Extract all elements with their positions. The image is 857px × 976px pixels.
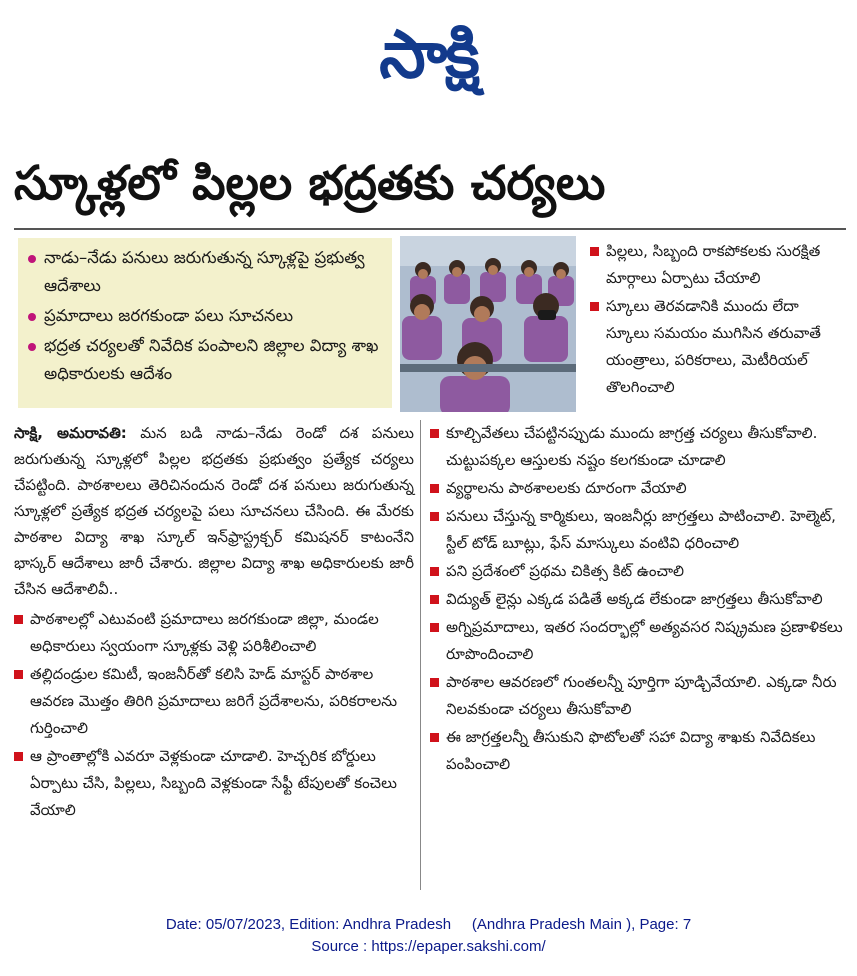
list-item: [14, 743, 414, 824]
list-item-text: ఈ జాగ్రత్తలన్నీ తీసుకుని ఫొటోలతో సహా విద్యా శాఖకు నివేదికలు పంపించాలి: [446, 728, 816, 773]
bullet-dot-icon: [28, 343, 36, 351]
bullet-dot-icon: [28, 313, 36, 321]
bullet-square-icon: [430, 595, 439, 604]
list-item: [430, 558, 846, 585]
highlights-box: [18, 238, 392, 408]
list-item-text: ఆ ప్రాంతాల్లోకి ఎవరూ వెళ్లకుండా చూడాలి. హెచ్చరిక బోర్డులు ఏర్పాటు చేసి, పిల్లలు, సిబ్బంది వెళ్లకుండా సేఫ్టీ టేపులతో కంచెలు వేయాలి: [30, 747, 397, 819]
bullet-square-icon: [430, 512, 439, 521]
list-item-text: స్కూలు తెరవడానికి ముందు లేదా స్కూలు సమయం ముగిసిన తరువాతే యంత్రాలు, పరికరాలు, మెటీరియల్ తొలగించాలి: [606, 297, 821, 396]
article-headline: స్కూళ్లలో పిల్లల భద్రతకు చర్యలు: [14, 156, 606, 211]
list-item-text: పాఠశాలల్లో ఎటువంటి ప్రమాదాలు జరగకుండా జిల్లా, మండల అధికారులు స్వయంగా స్కూళ్లకు వెళ్లి పరిశీలించాలి: [30, 610, 379, 655]
list-item-text: పనులు చేస్తున్న కార్మికులు, ఇంజనీర్లు జాగ్రత్తలు పాటించాలి. హెల్మెట్, స్టీల్ టోడ్ బూట్లు, ఫేస్ మాస్కులు వంటివి ధరించాలి: [446, 507, 836, 552]
highlight-item: [26, 244, 384, 300]
list-item: [14, 661, 414, 742]
newspaper-masthead: సాక్షి: [379, 16, 478, 93]
list-item: [14, 606, 414, 660]
list-item: [430, 586, 846, 613]
list-item: [430, 669, 846, 723]
highlight-text: భద్రత చర్యలతో నివేదిక పంపాలని జిల్లాల విద్యా శాఖ అధికారులకు ఆదేశం: [44, 336, 379, 383]
side-column: [590, 238, 846, 402]
headline-divider: [14, 228, 846, 230]
classroom-photo: [400, 236, 576, 412]
bullet-square-icon: [430, 429, 439, 438]
list-item-text: పిల్లలు, సిబ్బంది రాకపోకలకు సురక్షిత మార్గాలు ఏర్పాటు చేయాలి: [606, 242, 821, 287]
list-item: [430, 420, 846, 474]
bullet-square-icon: [590, 247, 599, 256]
classroom-photo-image: [400, 236, 576, 412]
dateline: సాక్షి, అమరావతి:: [14, 424, 127, 442]
bullet-square-icon: [430, 733, 439, 742]
bullet-square-icon: [430, 567, 439, 576]
highlight-text: ప్రమాదాలు జరగకుండా పలు సూచనలు: [44, 306, 294, 325]
right-column: [430, 420, 846, 779]
list-item: [430, 475, 846, 502]
highlight-item: [26, 332, 384, 388]
bullet-square-icon: [430, 484, 439, 493]
highlight-item: [26, 302, 384, 330]
footer-source-line: Source : https://epaper.sakshi.com/: [311, 938, 546, 955]
list-item-text: అగ్నిప్రమాదాలు, ఇతర సందర్భాల్లో అత్యవసర నిష్క్రమణ ప్రణాళికలు రూపొందించాలి: [446, 618, 843, 663]
column-divider: [420, 420, 421, 890]
list-item: [590, 238, 846, 292]
list-item-text: పని ప్రదేశంలో ప్రథమ చికిత్స కిట్ ఉంచాలి: [446, 562, 684, 580]
list-item: [430, 503, 846, 557]
bullet-square-icon: [590, 302, 599, 311]
left-column: [14, 420, 414, 825]
footer-date-line: Date: 05/07/2023, Edition: Andhra Pradesh (Andhra Pradesh Main ), Page: 7: [165, 916, 692, 933]
list-item-text: విద్యుత్ లైన్లు ఎక్కడ పడితే అక్కడ లేకుండా జాగ్రత్తలు తీసుకోవాలి: [446, 590, 823, 608]
bullet-square-icon: [430, 623, 439, 632]
highlight-text: నాడు–నేడు పనులు జరుగుతున్న స్కూళ్లపై ప్రభుత్వ ఆదేశాలు: [44, 248, 365, 295]
article-body: [14, 420, 414, 602]
list-item: [430, 724, 846, 778]
article-body-text: మన బడి నాడు–నేడు రెండో దశ పనులు జరుగుతున్న స్కూళ్లలో పిల్లల భద్రతకు ప్రభుత్వం ప్రత్యేక చర్యలు చేపట్టింది. పాఠశాలలు తెరిచినందున రెండో దశ పనులు జరుగుతున్న స్కూళ్లలో ప్రత్యేక భద్రత చర్యలపై పలు సూచనలు చేసింది. ఈ మేరకు పాఠశాల విద్యా శాఖ స్కూల్ ఇన్‌ఫ్రాస్ట్రక్చర్ కమిషనర్ కాటంనేని భాస్కర్ ఆదేశాలు జారీ చేశారు. జిల్లాల విద్యా శాఖ అధికారులకు జారీ చేసిన ఆదేశాలివీ..: [14, 424, 414, 598]
list-item-text: పాఠశాల ఆవరణలో గుంతలన్నీ పూర్తిగా పూడ్చివేయాలి. ఎక్కడా నీరు నిలవకుండా చర్యలు తీసుకోవాలి: [446, 673, 837, 718]
list-item-text: తల్లిదండ్రుల కమిటీ, ఇంజనీర్‌తో కలిసి హెడ్ మాస్టర్ పాఠశాల ఆవరణ మొత్తం తిరిగి ప్రమాదాలు జరిగే ప్రదేశాలను, పరికరాలను గుర్తించాలి: [30, 665, 398, 737]
bullet-square-icon: [14, 615, 23, 624]
list-item-text: వ్యర్థాలను పాఠశాలలకు దూరంగా వేయాలి: [446, 479, 687, 497]
bullet-square-icon: [14, 670, 23, 679]
list-item: [430, 614, 846, 668]
bullet-dot-icon: [28, 255, 36, 263]
list-item-text: కూల్చివేతలు చేపట్టినప్పుడు ముందు జాగ్రత్త చర్యలు తీసుకోవాలి. చుట్టుపక్కల ఆస్తులకు నష్టం కలగకుండా చూడాలి: [446, 424, 818, 469]
list-item: [590, 293, 846, 401]
page-footer: [0, 914, 857, 958]
bullet-square-icon: [14, 752, 23, 761]
bullet-square-icon: [430, 678, 439, 687]
